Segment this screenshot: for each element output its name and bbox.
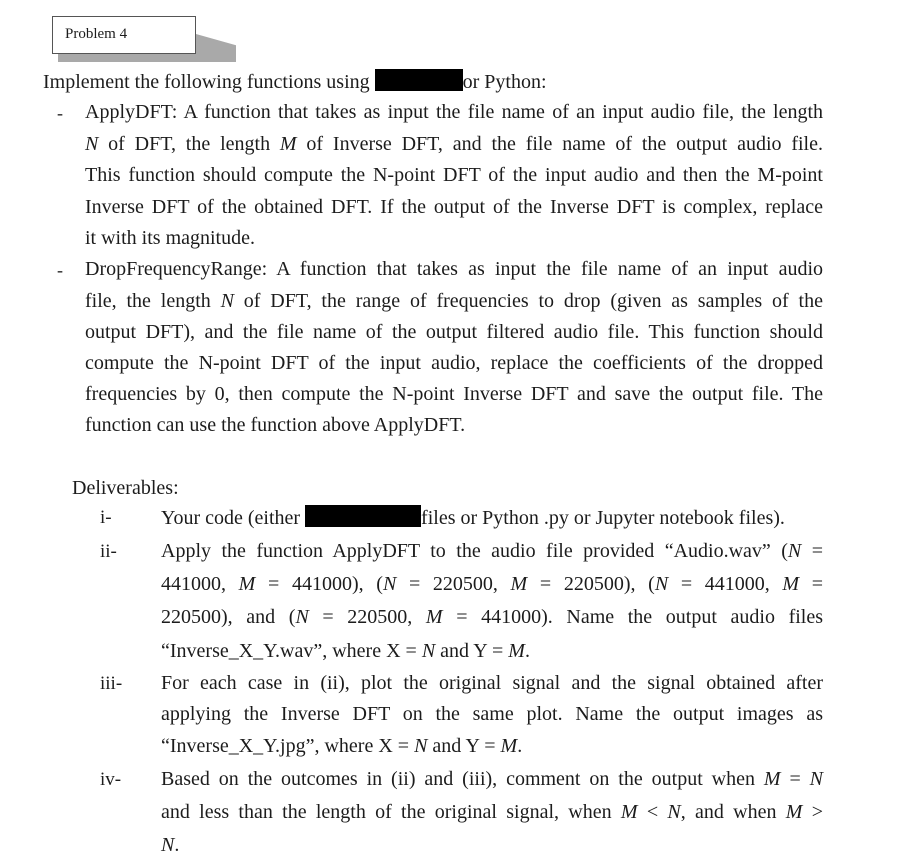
item-ii-line-1: Apply the function ApplyDFT to the audio file provided “Audio.wav” (N = (161, 540, 824, 562)
bullet-1-line-2: N of DFT, the length M of Inverse DFT, and the file name of the output audio file. (85, 133, 823, 155)
item-iv-line-2: and less than the length of the original signal, when M < N, and when M > (161, 801, 824, 823)
item-num-i: i- (100, 507, 112, 528)
deliverables-heading: Deliverables: (72, 477, 179, 499)
intro-before: Implement the following functions using (43, 71, 370, 93)
bullet-1-line-3: This function should compute the N-point DFT of the input audio and then the M-point (85, 164, 823, 186)
bullet-2-line-2: file, the length N of DFT, the range of frequencies to drop (given as samples of the (85, 290, 823, 312)
redaction-block (305, 505, 421, 527)
item-ii-line-4: “Inverse_X_Y.wav”, where X = N and Y = M. (161, 640, 530, 662)
bullet-1-line-5: it with its magnitude. (85, 227, 255, 249)
item-iii-line-1: For each case in (ii), plot the original signal and the signal obtained after (161, 672, 823, 694)
item-ii-line-3: 220500), and (N = 220500, M = 441000). Name the output audio files (161, 606, 824, 628)
bullet-1-line-1: ApplyDFT: A function that takes as input the file name of an input audio file, the length (85, 101, 823, 123)
bullet-2-line-5: frequencies by 0, then compute the N-point Inverse DFT and save the output file. The (85, 383, 823, 405)
bullet-2-line-4: compute the N-point DFT of the input audio, replace the coefficients of the dropped (85, 352, 823, 374)
bullet-marker-1: - (57, 103, 63, 123)
bullet-1-line-4: Inverse DFT of the obtained DFT. If the output of the Inverse DFT is complex, replace (85, 196, 823, 218)
problem-tab-label: Problem 4 (65, 26, 128, 42)
item-i-after: files or Python .py or Jupyter notebook files). (421, 507, 785, 529)
intro-after: or Python: (462, 71, 547, 93)
bullet-2-line-1: DropFrequencyRange: A function that takes as input the file name of an input audio (85, 258, 823, 280)
problem-tab (52, 16, 196, 54)
intro-line (43, 69, 547, 94)
tab-shadow-arrow (196, 34, 236, 62)
bullet-2-line-6: function can use the function above ApplyDFT. (85, 414, 466, 436)
item-num-iii: iii- (100, 673, 123, 694)
item-ii-line-2: 441000, M = 441000), (N = 220500, M = 220500), (N = 441000, M = (161, 573, 824, 595)
item-iv-line-1: Based on the outcomes in (ii) and (iii), comment on the output when M = N (161, 768, 823, 790)
redaction-block (375, 69, 463, 91)
item-num-ii: ii- (100, 541, 117, 562)
item-iii-line-3: “Inverse_X_Y.jpg”, where X = N and Y = M. (161, 735, 523, 757)
item-iii-line-2: applying the Inverse DFT on the same plot. Name the output images as (161, 703, 823, 725)
bullet-2-line-3: output DFT), and the file name of the output filtered audio file. This function should (85, 321, 823, 343)
item-i-line (161, 505, 785, 530)
item-iv-line-3: N. (161, 834, 180, 856)
bullet-marker-2: - (57, 260, 63, 280)
item-i-before: Your code (either (161, 507, 301, 529)
item-num-iv: iv- (100, 769, 122, 790)
